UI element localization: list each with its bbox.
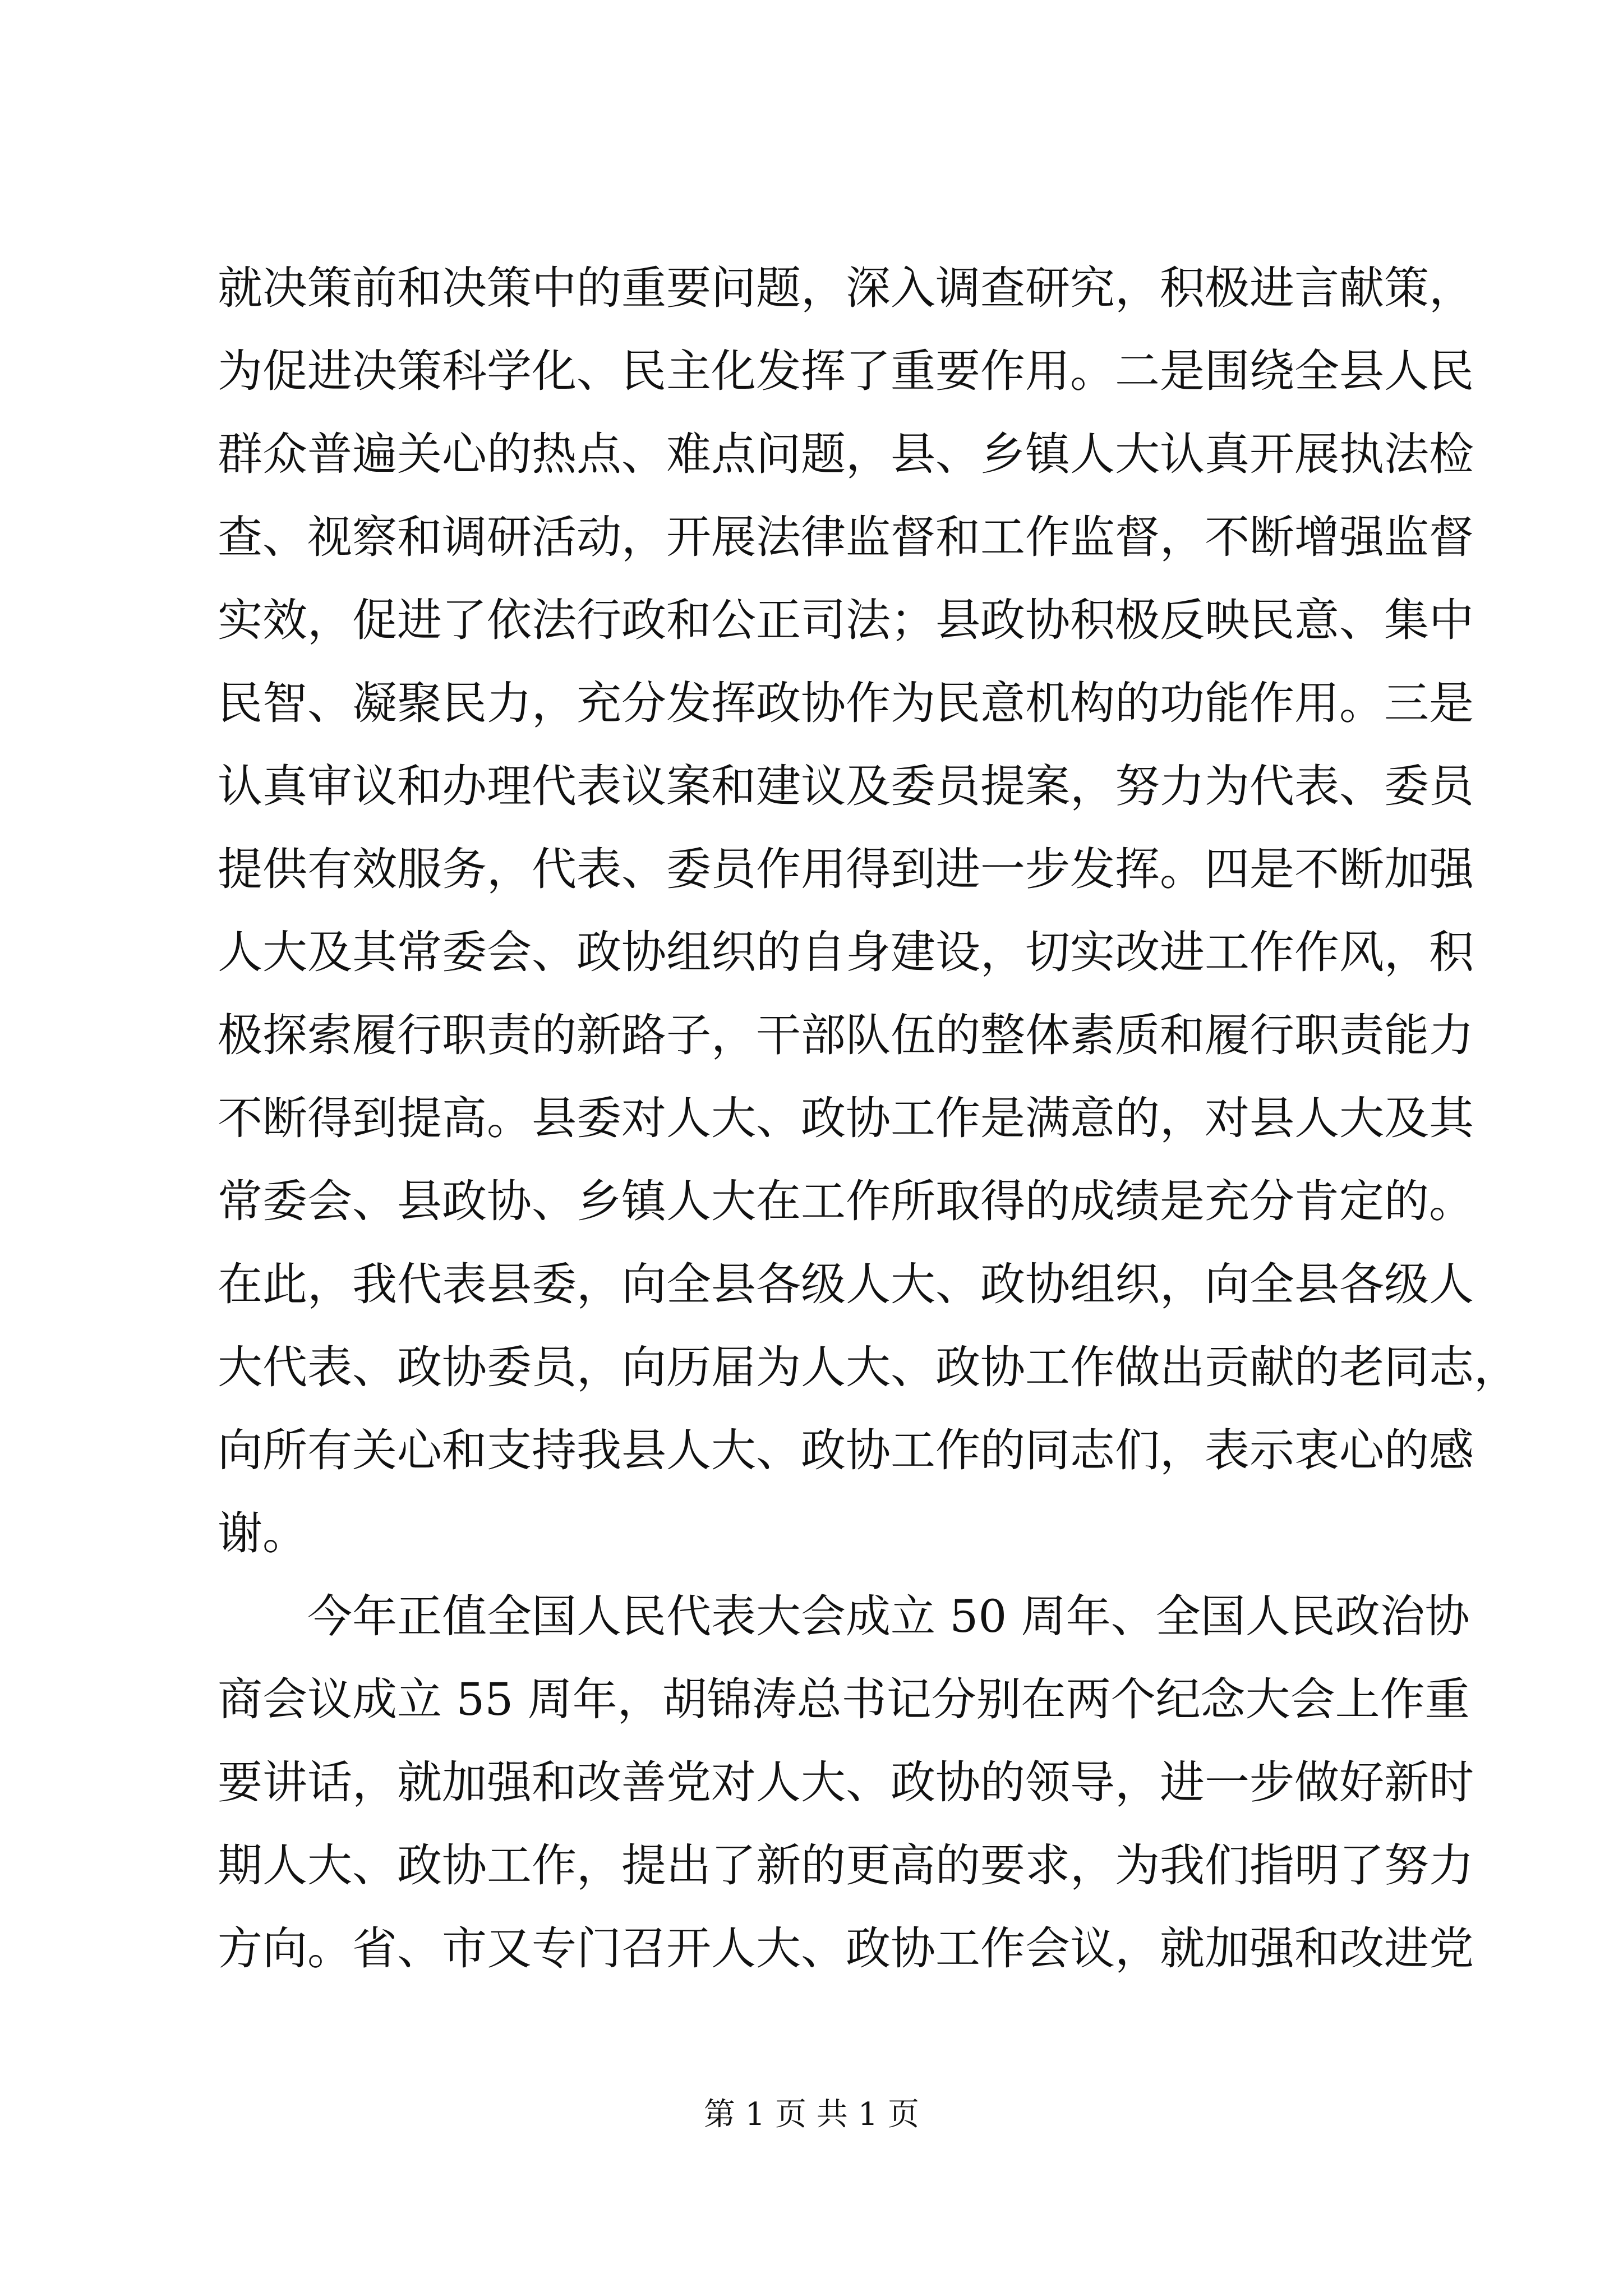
text-line: 要讲话，就加强和改善党对人大、政协的领导，进一步做好新时 [218,1756,1474,1809]
text-line: 实效，促进了依法行政和公正司法；县政协积极反映民意、集中 [218,594,1474,646]
text-line: 群众普遍关心的热点、难点问题，县、乡镇人大认真开展执法检 [218,428,1474,480]
text-line: 在此，我代表县委，向全县各级人大、政协组织，向全县各级人 [218,1258,1474,1310]
text-line: 提供有效服务，代表、委员作用得到进一步发挥。四是不断加强 [218,843,1474,895]
text-line: 谢。 [218,1507,307,1559]
text-line: 人大及其常委会、政协组织的自身建设，切实改进工作作风，积 [218,926,1474,978]
text-line: 不断得到提高。县委对人大、政协工作是满意的，对县人大及其 [218,1092,1474,1144]
page-footer [0,2092,1623,2137]
text-line: 民智、凝聚民力，充分发挥政协作为民意机构的功能作用。三是 [218,677,1474,729]
text-line: 期人大、政协工作，提出了新的更高的要求，为我们指明了努力 [218,1839,1474,1892]
text-line: 方向。省、市又专门召开人大、政协工作会议，就加强和改进党 [218,1922,1474,1975]
text-line: 查、视察和调研活动，开展法律监督和工作监督，不断增强监督 [218,511,1474,563]
text-line: 为促进决策科学化、民主化发挥了重要作用。二是围绕全县人民 [218,345,1474,397]
text-line: 极探索履行职责的新路子，干部队伍的整体素质和履行职责能力 [218,1009,1474,1061]
text-line: 大代表、政协委员，向历届为人大、政协工作做出贡献的老同志， [218,1341,1519,1393]
text-line: 今年正值全国人民代表大会成立 50 周年、全国人民政治协 [218,1590,1470,1642]
text-line: 向所有关心和支持我县人大、政协工作的同志们，表示衷心的感 [218,1424,1474,1476]
page-number-label: 第 1 页 共 1 页 [703,2096,920,2133]
body-text [218,247,1519,1990]
text-line: 商会议成立 55 周年，胡锦涛总书记分别在两个纪念大会上作重 [218,1673,1470,1726]
text-line: 就决策前和决策中的重要问题，深入调查研究，积极进言献策， [218,262,1474,314]
text-line: 常委会、县政协、乡镇人大在工作所取得的成绩是充分肯定的。 [218,1175,1474,1227]
text-line: 认真审议和办理代表议案和建议及委员提案，努力为代表、委员 [218,760,1474,812]
